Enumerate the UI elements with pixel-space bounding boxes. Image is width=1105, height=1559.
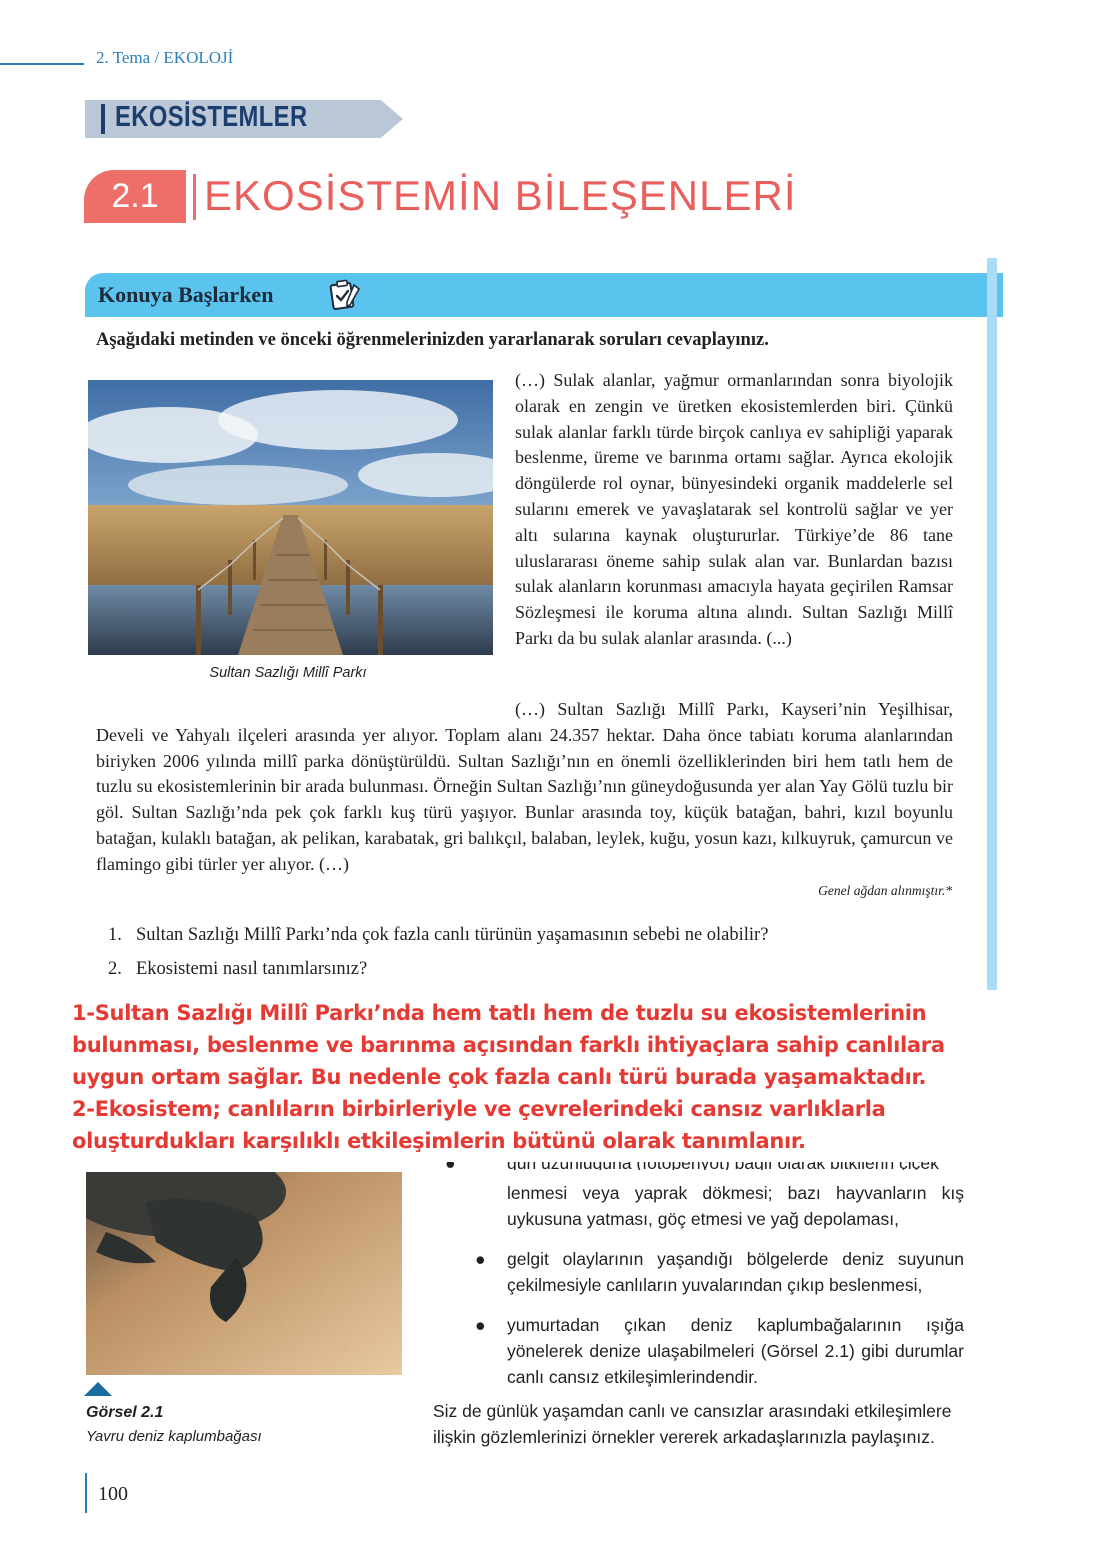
- interaction-examples-list: [470, 1180, 964, 1400]
- list-item: lenmesi veya yaprak dökmesi; bazı hayvanların kış uykusuna yatması, göç etmesi ve yağ depolaması,: [507, 1183, 964, 1229]
- closing-paragraph: Siz de günlük yaşamdan canlı ve cansızlar arasındaki etkileşimlere ilişkin gözlemlerinizi örnekler vererek arkadaşlarınızla paylaşınız.: [433, 1401, 952, 1447]
- page-number: 100: [98, 1483, 128, 1505]
- section-title: EKOSİSTEMİN BİLEŞENLERİ: [204, 172, 797, 219]
- question-item: 1. Sultan Sazlığı Millî Parkı’nda çok fazla canlı türünün yaşamasının sebebi ne olabilir?: [108, 925, 769, 945]
- answer-text: 1-Sultan Sazlığı Millî Parkı’nda hem tatlı hem de tuzlu su ekosistemlerinin bulunması, beslenme ve barınma açısından farklı ihtiyaçlara sahip canlılara uygun ortam sağlar. Bu nedenle çok fazla canlı türü burada yaşamaktadır. 2-Ekosistem; canlıların birbirleriyle ve çevrelerindeki cansız varlıklarla oluşturdukları karşılıklı etkileşimlerin bütünü olarak tanımlanır.: [72, 1001, 945, 1153]
- figure-caption: Yavru deniz kaplumbağası: [86, 1428, 262, 1445]
- intro-box-label: Konuya Başlarken: [98, 282, 274, 307]
- section-separator: [193, 174, 196, 220]
- header-rule: [0, 63, 84, 65]
- page-number-bar: [85, 1473, 87, 1513]
- paragraph-sultan-sazligi: (…) Sultan Sazlığı Millî Parkı, Kayseri’nin Yeşilhisar, Develi ve Yahyalı ilçeleri arasında yer alıyor. Toplam alanı 24.357 hektar. Daha önce tabiatı koruma alanlarından biriyken 2006 yılında millî parka dönüştürüldü. Sultan Sazlığı’nın en önemli özelliklerinden biri hem tatlı hem de tuzlu su ekosistemlerinin bir arada bulunması. Örneğin Sultan Sazlığı’nın güneydoğusunda yer alan Yay Gölü tuzlu bir göl. Sultan Sazlığı’nda pek çok farklı kuş türü yaşıyor. Bunlar arasında toy, küçük batağan, bahri, kızıl boyunlu batağan, kulaklı batağan, ak pelikan, karabatak, gri balıkçıl, balaban, leylek, kuğu, yosun kazı, kılkuyruk, çamurcun ve flamingo gibi türler yer alıyor. (…): [96, 699, 953, 874]
- triangle-marker-icon: [84, 1382, 112, 1396]
- sea-turtle-photo: [86, 1172, 402, 1375]
- list-item: ● gelgit olaylarının yaşandığı bölgelerde deniz suyunun çekilmesiyle canlıların yuvalarından çıkıp beslenmesi,: [475, 1249, 964, 1295]
- instruction-text: Aşağıdaki metinden ve önceki öğrenmelerinizden yararlanarak soruları cevaplayınız.: [96, 330, 769, 350]
- section-number: 2.1: [111, 177, 159, 215]
- question-list: [108, 920, 968, 988]
- figure-title: Görsel 2.1: [86, 1404, 164, 1421]
- unit-title: EKOSİSTEMLER: [115, 101, 308, 133]
- running-head: 2. Tema / EKOLOJİ: [96, 48, 234, 67]
- photo-caption: Sultan Sazlığı Millî Parkı: [209, 665, 367, 681]
- wetland-boardwalk-photo: [88, 380, 493, 655]
- list-item: ● yumurtadan çıkan deniz kaplumbağalarının ışığa yönelerek denize ulaşabilmeleri (Görsel 2.1) gibi durumlar canlı cansız etkileşimlerindendir.: [475, 1315, 964, 1387]
- intro-box-side-bar: [987, 258, 997, 990]
- clipboard-check-icon: [328, 279, 362, 311]
- unit-banner-bar: [101, 104, 105, 134]
- paragraph-wetlands: (…) Sulak alanlar, yağmur ormanlarından sonra biyolojik olarak en zengin ve üretken ekosistemlerden biri. Çünkü sulak alanlar farklı türde birçok canlıya ev sahipliği yaparak beslenme, üreme ve barınma ortamı sağlar. Ayrıca ekolojik döngülerde rol oynar, bünyesindeki organik maddelerle sel sularını emerek ve yavaşlatarak sel kontrolü sağlar ve yer altı sularına kaynak oluştururlar. Türkiye’de 86 tane uluslararası öneme sahip sulak alan var. Bunlardan bazısı sulak alanların korunması amacıyla hayata geçirilen Ramsar Sözleşmesi ile koruma altına alındı. Sultan Sazlığı Millî Parkı da bu sulak alanlar arasında. (...): [515, 370, 953, 648]
- source-note: Genel ağdan alınmıştır.*: [818, 883, 952, 898]
- question-item: 2. Ekosistemi nasıl tanımlarsınız?: [108, 959, 368, 979]
